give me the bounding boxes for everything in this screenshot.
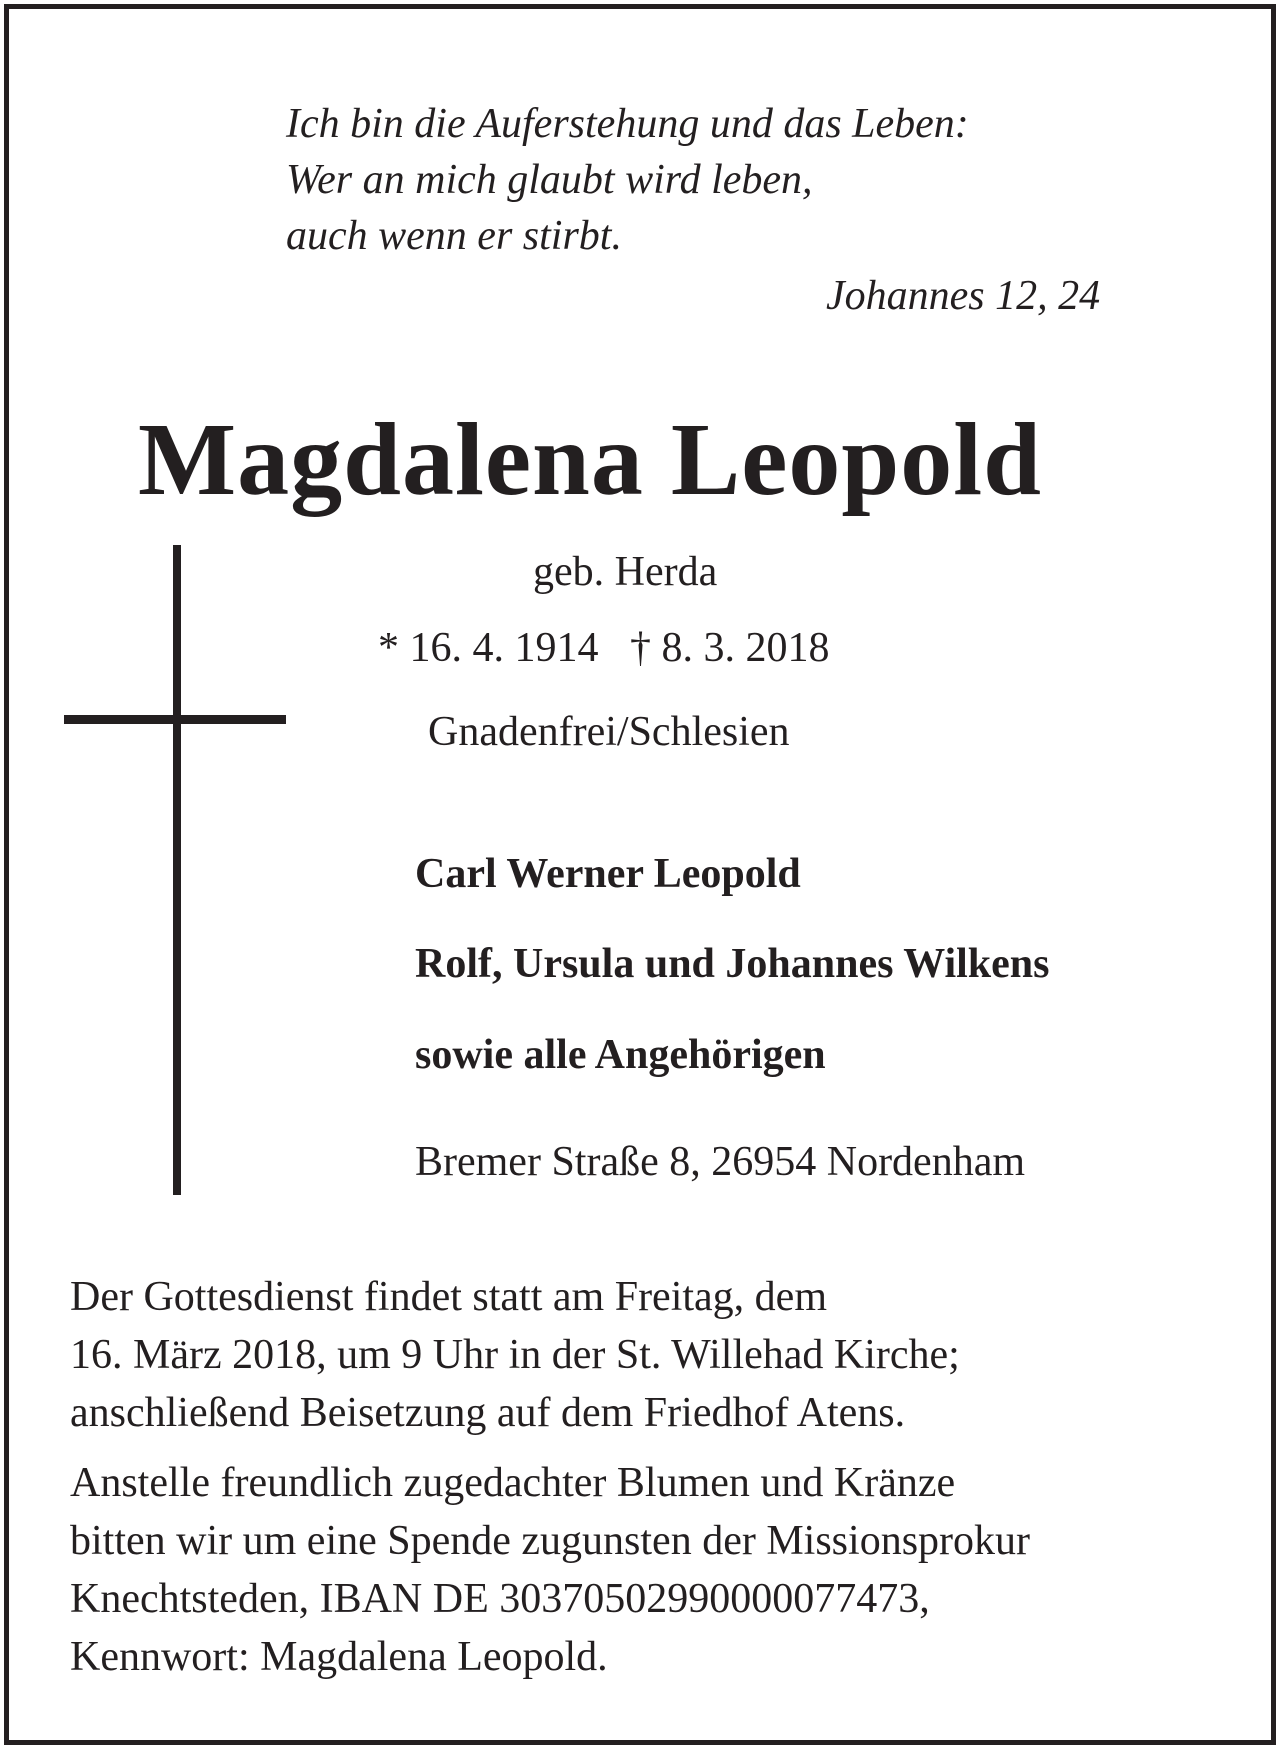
verse-line-3: auch wenn er stirbt. bbox=[286, 213, 622, 259]
donation-line-4: Kennwort: Magdalena Leopold. bbox=[70, 1634, 608, 1680]
cross-icon-horizontal bbox=[64, 715, 286, 724]
mourner-1: Carl Werner Leopold bbox=[415, 851, 801, 897]
life-dates: * 16. 4. 1914 † 8. 3. 2018 bbox=[378, 625, 830, 671]
address: Bremer Straße 8, 26954 Nordenham bbox=[415, 1139, 1026, 1185]
donation-line-3: Knechtsteden, IBAN DE 30370502990000077473, bbox=[70, 1576, 930, 1622]
mourner-3: sowie alle Angehörigen bbox=[415, 1032, 826, 1078]
maiden-name: geb. Herda bbox=[533, 549, 718, 595]
deceased-name: Magdalena Leopold bbox=[138, 402, 1042, 517]
mourner-2: Rolf, Ursula und Johannes Wilkens bbox=[415, 941, 1050, 987]
verse-line-1: Ich bin die Auferstehung und das Leben: bbox=[286, 101, 969, 147]
service-line-1: Der Gottesdienst findet statt am Freitag, dem bbox=[70, 1274, 827, 1320]
verse-reference: Johannes 12, 24 bbox=[826, 273, 1101, 319]
service-line-2: 16. März 2018, um 9 Uhr in der St. Willehad Kirche; bbox=[70, 1332, 960, 1378]
donation-line-1: Anstelle freundlich zugedachter Blumen und Kränze bbox=[70, 1460, 956, 1506]
cross-icon-vertical bbox=[173, 545, 181, 1195]
donation-line-2: bitten wir um eine Spende zugunsten der Missionsprokur bbox=[70, 1518, 1031, 1564]
service-line-3: anschließend Beisetzung auf dem Friedhof Atens. bbox=[70, 1390, 906, 1436]
verse-line-2: Wer an mich glaubt wird leben, bbox=[286, 157, 813, 203]
birthplace: Gnadenfrei/Schlesien bbox=[428, 709, 790, 755]
